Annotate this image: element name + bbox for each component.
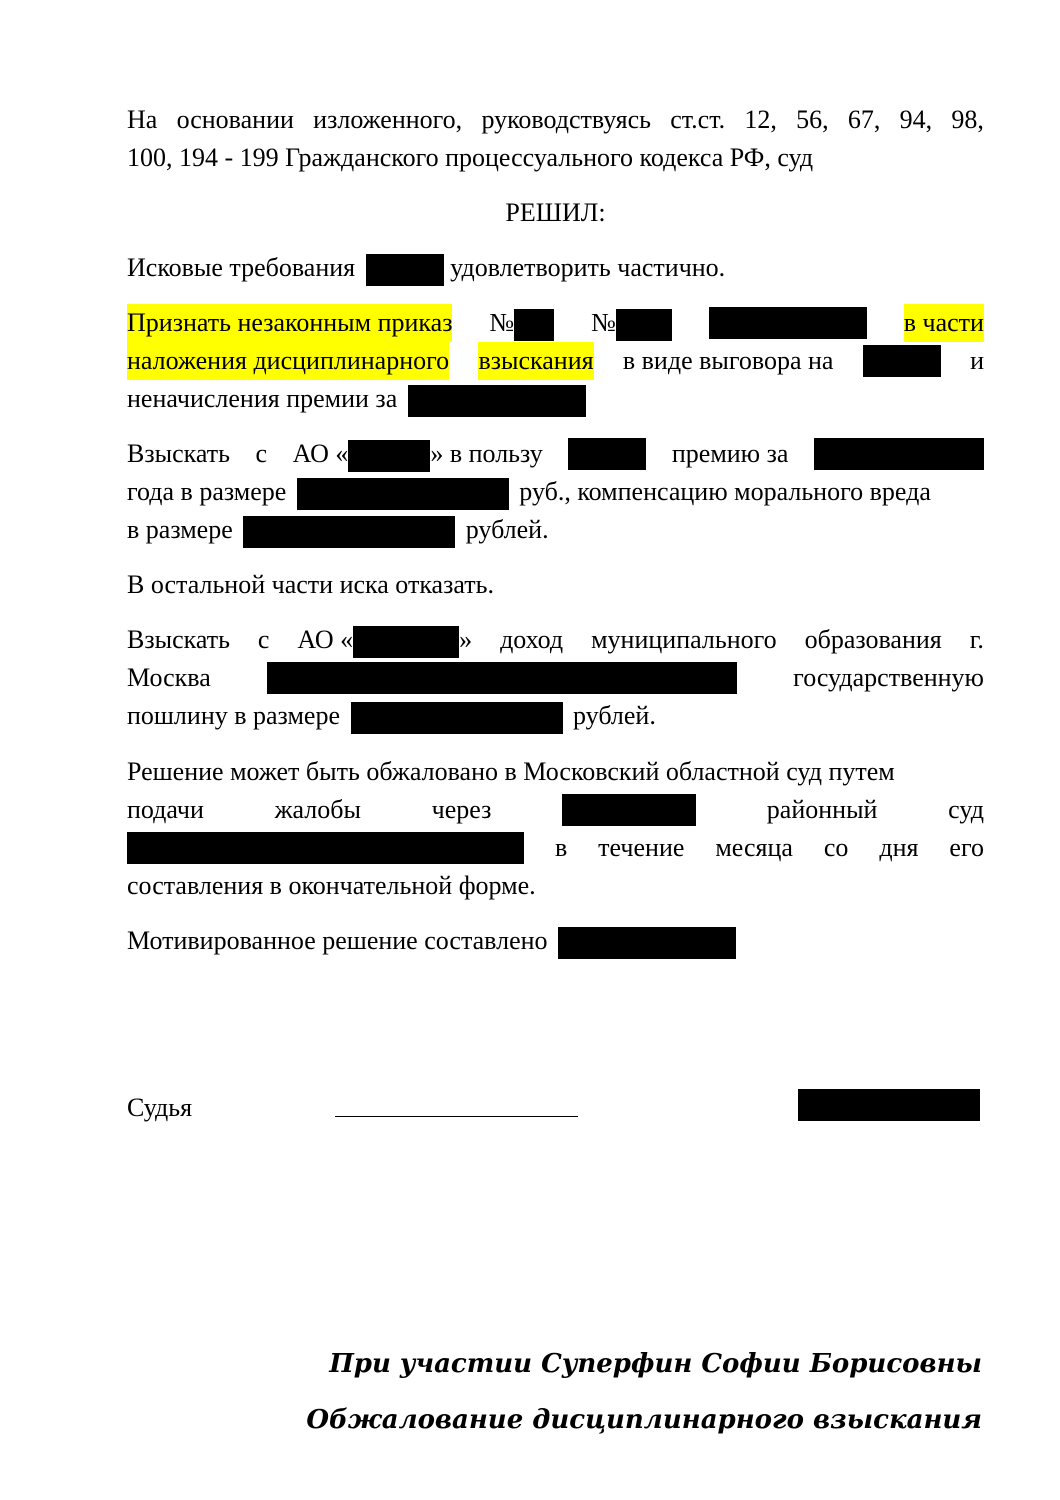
appeal-line-2: подачи жалобы через районный суд (127, 795, 984, 824)
appeal-line-3: в течение месяца со дня его (127, 829, 984, 867)
redaction-block (568, 438, 646, 470)
intro-line-1: На основании изложенного, руководствуясь ст.ст. 12, 56, 67, 94, 98, (127, 105, 984, 134)
order-paragraph (127, 304, 984, 418)
redaction-block (366, 254, 444, 286)
redaction-block (267, 662, 737, 694)
duty-line-2: Москва государственную (127, 663, 984, 692)
duty-paragraph (127, 621, 984, 735)
footer-topic: Обжалование дисциплинарного взыскания (306, 1405, 982, 1435)
highlighted-text: в части (904, 304, 984, 342)
appeal-line-1: Решение может быть обжаловано в Московский областной суд путем (127, 757, 895, 786)
redaction-block (709, 307, 867, 339)
highlighted-text: наложения дисциплинарного (127, 342, 449, 380)
order-line-3: неначисления премии за (127, 380, 984, 418)
recovery-line-1: Взыскать с АО « » в пользу премию за (127, 435, 984, 473)
order-line-1: Признать незаконным приказ № № в части (127, 304, 984, 342)
claim-text-after: удовлетворить частично. (450, 253, 726, 282)
highlighted-text: взыскания (478, 342, 593, 380)
signature-line (335, 1116, 578, 1117)
claim-text-before: Исковые требования (127, 253, 356, 282)
claim-paragraph (127, 249, 984, 287)
redaction-block (408, 385, 586, 417)
recovery-paragraph (127, 435, 984, 549)
appeal-paragraph (127, 753, 984, 905)
highlighted-text: Признать незаконным приказ (127, 304, 452, 342)
duty-line-1: Взыскать с АО « » доход муниципального образования г. (127, 621, 984, 659)
redaction-block (243, 516, 455, 548)
intro-line-2: 100, 194 - 199 Гражданского процессуального кодекса РФ, суд (127, 143, 814, 172)
redaction-block (558, 927, 736, 959)
redaction-block (814, 438, 984, 470)
duty-line-3: пошлину в размере рублей. (127, 697, 984, 735)
redaction-block (798, 1089, 980, 1121)
recovery-line-3: в размере рублей. (127, 511, 984, 549)
redaction-block (348, 440, 430, 472)
order-line-2: наложения дисциплинарного взыскания в виде выговора на и (127, 342, 984, 380)
redaction-block (616, 309, 672, 341)
footer-participant: При участии Суперфин Софии Борисовны (329, 1349, 982, 1379)
motivated-paragraph: Мотивированное решение составлено (127, 922, 984, 960)
redaction-block (353, 626, 459, 658)
redaction-block (351, 702, 563, 734)
rest-denied-paragraph: В остальной части иска отказать. (127, 570, 494, 599)
redaction-block (297, 478, 509, 510)
redaction-block (514, 309, 554, 341)
intro-paragraph (127, 101, 984, 177)
redaction-block (127, 832, 524, 864)
redaction-block (562, 794, 696, 826)
resolved-heading: РЕШИЛ: (505, 198, 606, 227)
judge-label: Судья (127, 1093, 193, 1122)
redaction-block (863, 345, 941, 377)
appeal-line-4: составления в окончательной форме. (127, 871, 536, 900)
recovery-line-2: года в размере руб., компенсацию морального вреда (127, 473, 984, 511)
